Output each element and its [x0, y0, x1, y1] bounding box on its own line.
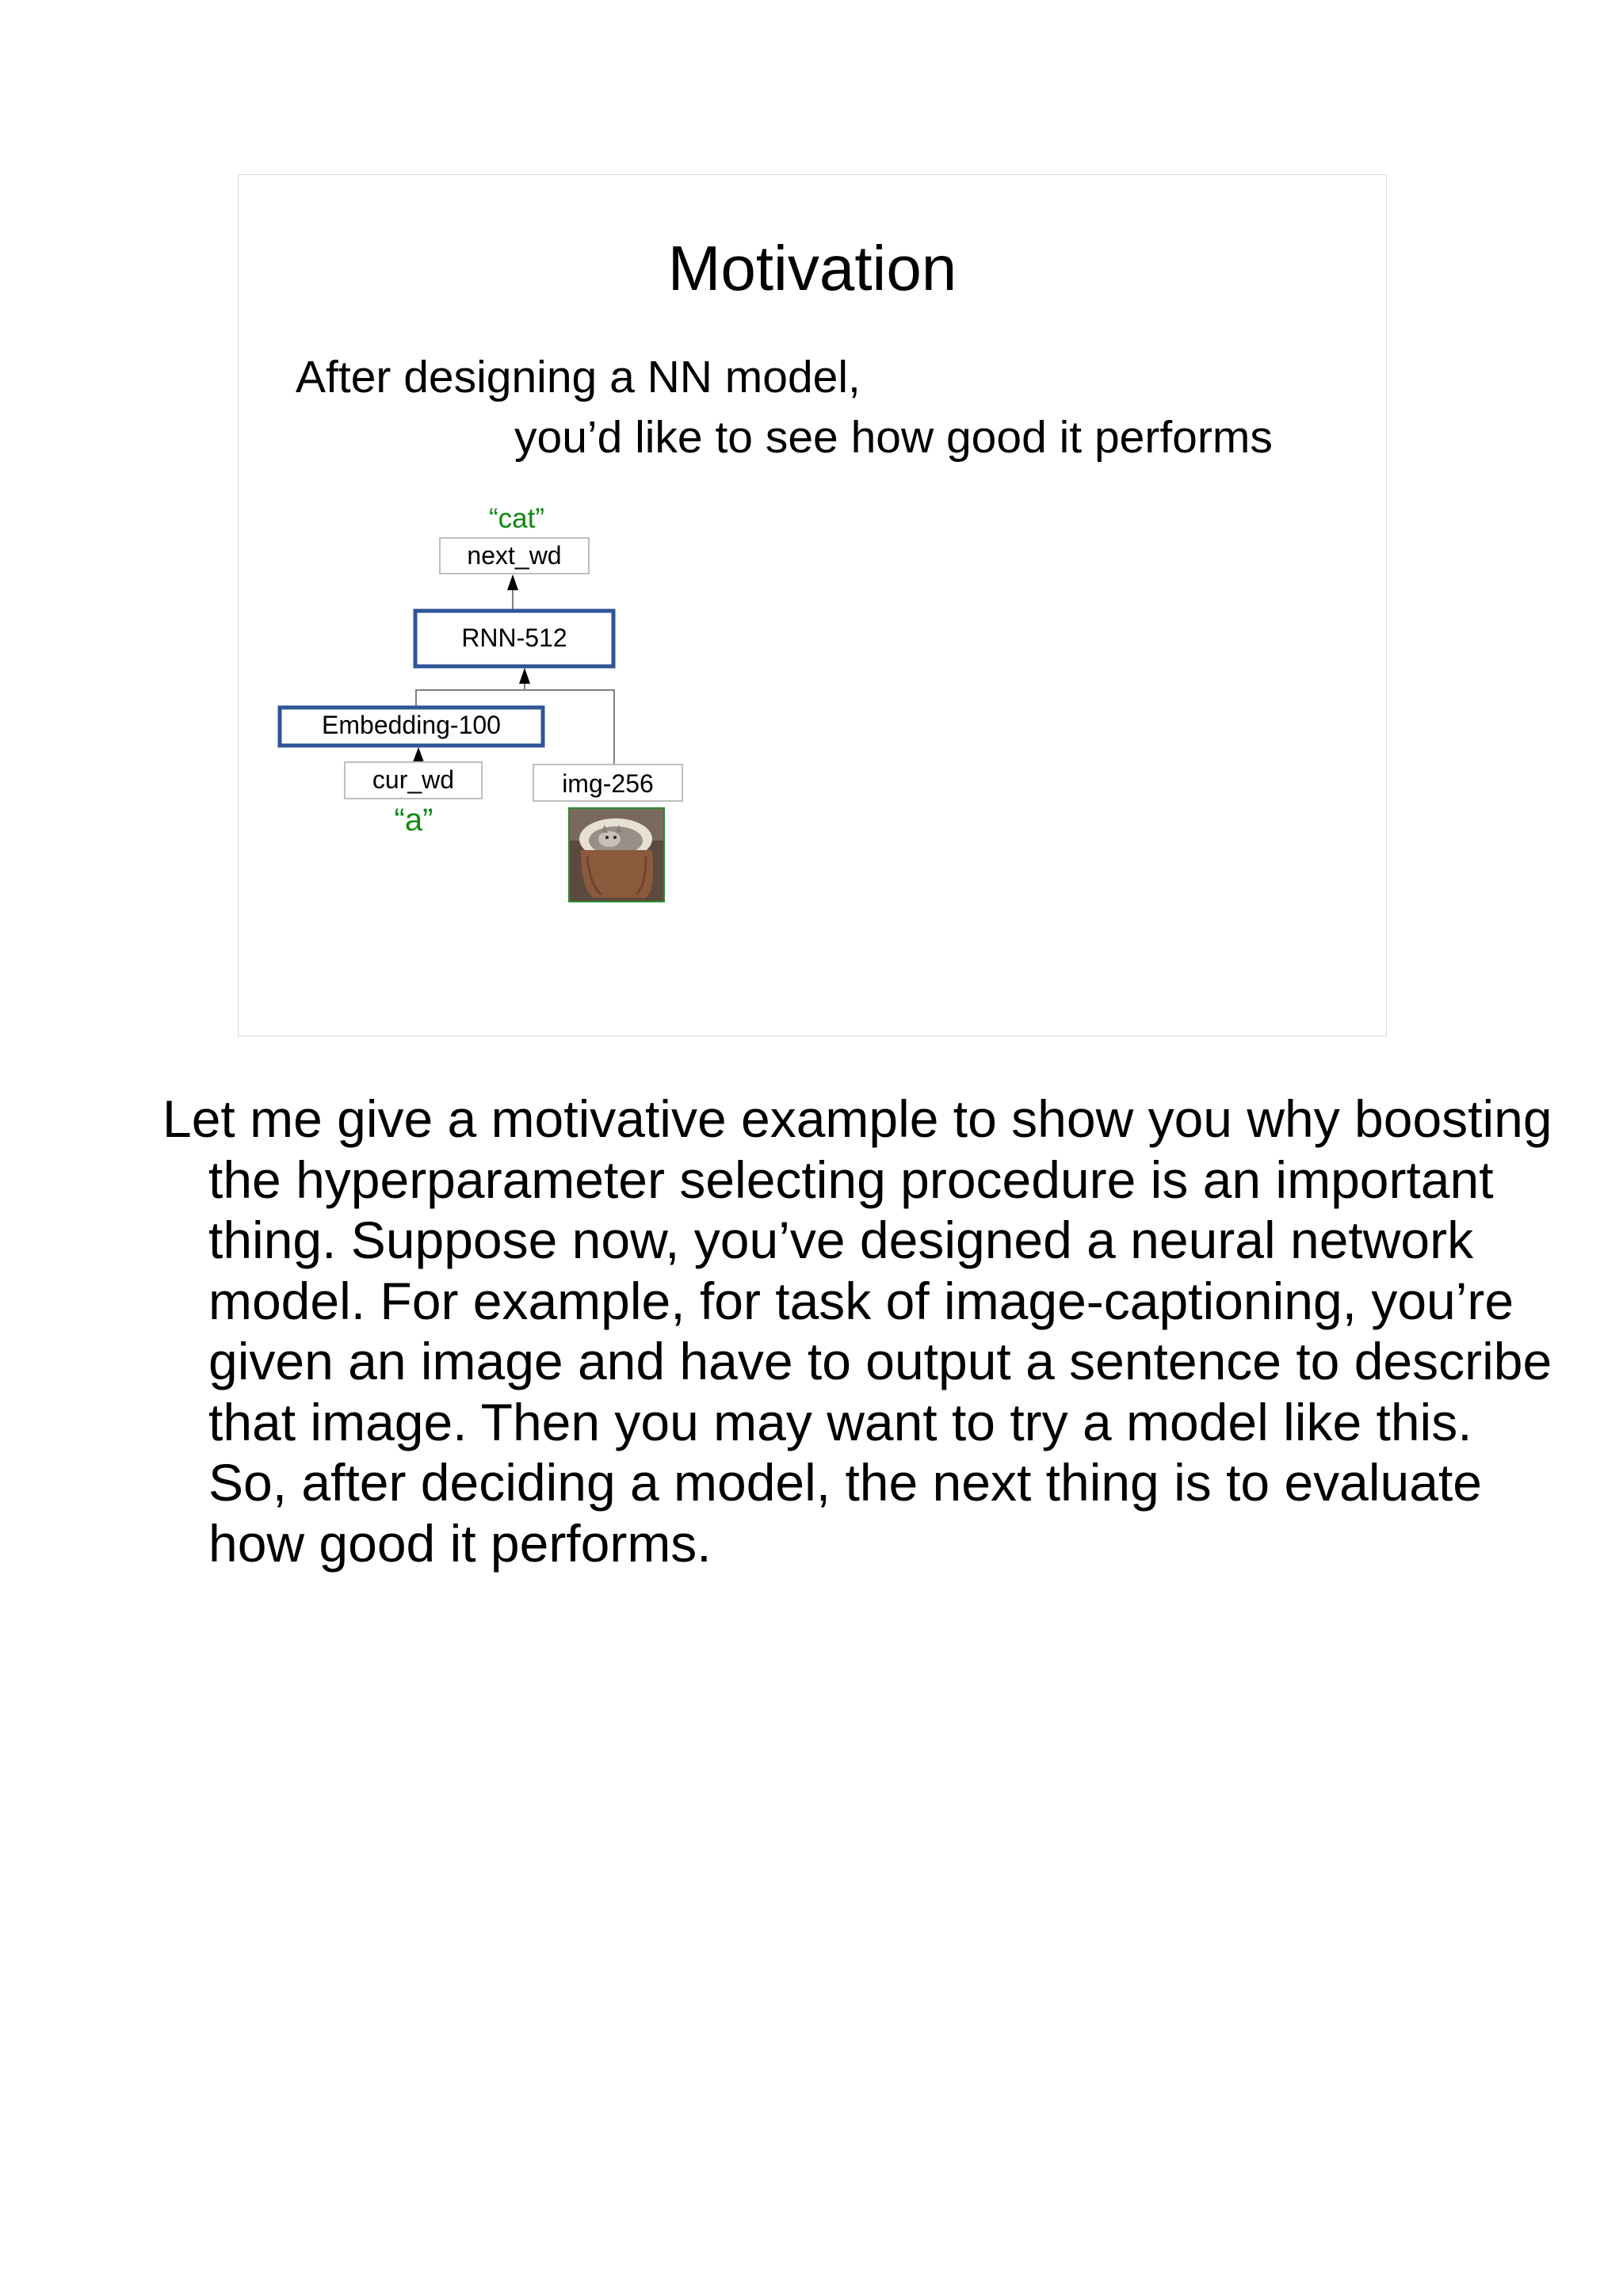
arrowhead-next — [507, 574, 518, 590]
arrowhead-rnn — [519, 668, 530, 684]
embedding-label: Embedding-100 — [322, 711, 501, 739]
img-label: img-256 — [562, 769, 654, 798]
narration-text: Let me give a motivative example to show you why boosting the hyperparameter selecting procedure is an important thing. Suppose now, you’ve designed a neural network model. For example, for task of image-captioning, you’re given an image and have to output a sentence to describe that image. Then you may want to try a model like this. So, after deciding a model, the next thing is to evaluate how good it performs. — [162, 1089, 1552, 1573]
cat-in-boot-image — [568, 807, 665, 902]
rnn-label: RNN-512 — [461, 624, 567, 652]
slide-subtitle-line1: After designing a NN model, — [296, 352, 861, 402]
output-word: “cat” — [489, 503, 544, 534]
cur-wd-label: cur_wd — [372, 765, 455, 794]
input-word: “a” — [394, 803, 433, 837]
slide-title: Motivation — [667, 233, 957, 303]
arrowhead-embedding — [413, 747, 424, 762]
slide-subtitle-line2: you’d like to see how good it performs — [514, 412, 1273, 463]
slide — [238, 174, 1387, 1036]
next-wd-label: next_wd — [467, 541, 562, 570]
cat-in-boot-illustration — [570, 809, 663, 901]
model-diagram — [239, 175, 1388, 1037]
